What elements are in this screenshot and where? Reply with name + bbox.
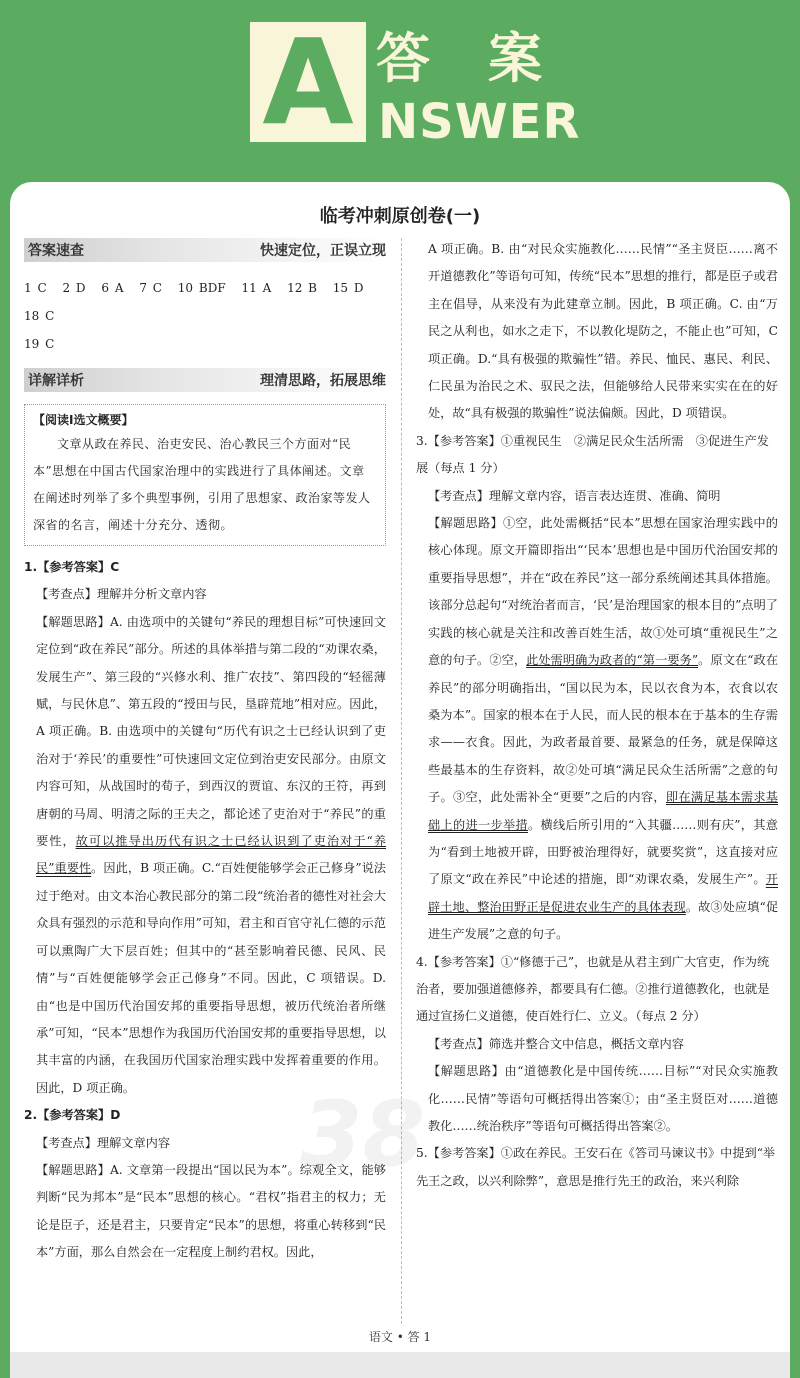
quick-answer-item: 1 C xyxy=(24,281,47,295)
quick-answer-item: 6 A xyxy=(101,281,124,295)
right-column xyxy=(416,236,778,1195)
q5-answer: 5.【参考答案】①政在养民。王安石在《答司马谏议书》中提到“举先王之政，以兴利除弊”，意思是推行先王的政治，来兴利除 xyxy=(416,1146,776,1188)
reading-summary-body: 文章从政在养民、治吏安民、治心教民三个方面对“民本”思想在中国古代国家治理中的实践进行了具体阐述。文章在阐述时列举了多个典型事例，引用了思想家、政治家等发人深省的名言，阐述十分充分、透彻。 xyxy=(33,437,371,532)
detail-bar xyxy=(24,368,386,392)
title-chinese: 答案 xyxy=(376,27,600,90)
quick-answer-item: 7 C xyxy=(139,281,162,295)
q3-key-point: 【考查点】理解文章内容，语言表达连贯、准确、简明 xyxy=(428,488,721,503)
title-english: NSWER xyxy=(378,94,581,150)
answer-paper xyxy=(10,182,790,1378)
doc-title: 临考冲刺原创卷(一) xyxy=(319,206,481,227)
q3-analysis-underline-3: 开辟土地、整治田野正是促进农业生产的具体表现 xyxy=(428,872,778,914)
logo-letter: A xyxy=(262,13,354,151)
q4-analysis: 【解题思路】由“道德教化是中国传统……目标”“对民众实施教化……民情”等语句可概括得出答案①；由“圣主贤臣对……道德教化……统治秩序”等语句可概括得出答案②。 xyxy=(428,1064,778,1133)
q1-answer: 1.【参考答案】C xyxy=(24,560,120,574)
q1-analysis-b: 。因此，B 项正确。C.“百姓便能够学会正己修身”说法过于绝对。由文本治心教民部分的第二段“统治者的德性对社会大众具有强烈的示范和导向作用”可知，君主和百官守礼仁德的示范可以熏陶广大下层百姓；但其中的“甚至影响着民德、民风、民情”与“百姓便能够学会正己修身”不同。因此，C 项错误。D. 由“也是中国历代治国安邦的重要指导思想，被历代统治者所继承”可知，“民本”思想作为我国历代治国安邦的重要指导思想，以其丰富的内涵，在我国历代国家治理实践中发挥着重要的作用。因此，D 项正确。 xyxy=(36,861,386,1095)
q1-key-point: 【考查点】理解并分析文章内容 xyxy=(36,587,207,602)
q3-answer: 3.【参考答案】①重视民生 ②满足民众生活所需 ③促进生产发展（每点 1 分） xyxy=(416,433,769,476)
quick-answer-bar xyxy=(24,238,386,262)
q1-analysis xyxy=(24,609,386,1102)
answer-header xyxy=(0,0,800,180)
quick-answer-label: 答案速查 xyxy=(28,243,84,259)
q1-analysis-a: 【解题思路】A. 由选项中的关键句“养民的理想目标”可快速回文定位到“政在养民”部分。所述的具体举措与第二段的“劝课农桑，发展生产”、第三段的“兴修水利、推广农技”、第四段的“轻徭薄赋，与民休息”、第五段的“授田与民，垦辟荒地”相对应。因此，A 项正确。B. 由选项中的关键句“历代有识之士已经认识到了吏治对于‘养民’的重要性”可快速回文定位到治吏安民部分。由原文内容可知，从战国时的荀子，到西汉的贾谊、东汉的王符，再到唐朝的马周、明清之际的王夫之，都论述了吏治对于“养民”的重要性， xyxy=(36,614,386,849)
q3-analysis-underline-1: 此处需明确为政者的“第一要务” xyxy=(526,653,699,668)
q3-analysis-b: 。原文在“政在养民”的部分明确指出，“国以民为本，民以衣食为本，衣食以农桑为本”。国家的根本在于人民，而人民的根本在于基本的生存需求——衣食。因此，为政者最首要、最紧急的任务，就是保障这些最基本的生存资料，故②处可填“满足民众生活所需”之意的句子。③空，此处需补全“更要”之后的内容， xyxy=(428,653,779,805)
reading-summary-head: 【阅读Ⅰ选文概要】 xyxy=(33,413,134,427)
q2-analysis: 【解题思路】A. 文章第一段提出“国以民为本”。综观全文，能够判断“民为邦本”是“民本”思想的核心。“君权”指君主的权力；无论是臣子，还是君主，只要肯定“民本”的思想，将重心转移到“民本”方面，那么自然会在一定程度上制约君权。因此， xyxy=(36,1162,386,1260)
q3-analysis-underline-2: 即在满足基本需求基础上的进一步举措 xyxy=(428,790,778,832)
logo-box xyxy=(250,13,366,151)
q3-analysis xyxy=(416,510,778,949)
watermark: 38 xyxy=(300,1082,426,1187)
q2-analysis-continued: A 项正确。B. 由“对民众实施教化……民情”“圣主贤臣……离不开道德教化”等语句可知，传统“民本”思想的推行，都是臣子或君主在倡导，从来没有为此建章立制。因此，B 项正确。C. 由“万民之从利也，如水之走下，不以教化堤防之，不能止也”可知，C 项正确。D.“具有极强的欺骗性”错。养民、恤民、惠民、利民、仁民虽为治民之术、驭民之法，但能够给人民带来实实在在的好处，故“具有极强的欺骗性”说法偏颇。因此，D 项错误。 xyxy=(428,242,778,421)
quick-answer-item: 11 A xyxy=(241,281,272,295)
quick-answer-item: 2 D xyxy=(62,281,86,295)
quick-answer-slogan: 快速定位，正误立现 xyxy=(260,243,386,259)
reading-summary-box xyxy=(24,404,386,546)
q2-answer: 2.【参考答案】D xyxy=(24,1108,121,1123)
q3-analysis-c: 。横线后所引用的“入其疆……则有庆”，其意为“看到土地被开辟，田野被治理得好，就要奖赏”，这直接对应了原文“政在养民”中论述的措施，即“劝课农桑，发展生产”。 xyxy=(428,817,778,887)
q3-analysis-a: 【解题思路】①空，此处需概括“民本”思想在国家治理实践中的核心体现。原文开篇即指出“‘民本’思想也是中国历代治国安邦的重要指导思想”，并在“政在养民”这一部分系统阐述其具体措施。该部分总起句“对统治者而言，‘民’是治理国家的根本目的”点明了实践的核心就是关注和改善百姓生活，故①处可填“重视民生”之意的句子。②空， xyxy=(428,516,778,668)
detail-label: 详解详析 xyxy=(28,373,84,389)
quick-answer-list xyxy=(24,274,386,358)
q4-answer: 4.【参考答案】①“修德于己”，也就是从君主到广大官吏，作为统治者，要加强道德修养，都要具有仁德。②推行道德教化，也就是通过宣扬仁义道德，使百姓行仁、立义。（每点 2 分） xyxy=(416,954,770,1024)
q2-key-point: 【考查点】理解文章内容 xyxy=(36,1135,171,1150)
quick-answer-item: 15 D xyxy=(332,281,364,295)
q1-analysis-underline: 故可以推导出历代有识之士已经认识到了吏治对于“养民”重要性 xyxy=(36,834,387,876)
q4-key-point: 【考查点】筛选并整合文中信息，概括文章内容 xyxy=(428,1036,684,1051)
quick-answer-item: 19 C xyxy=(24,337,55,351)
quick-answer-item: 10 BDF xyxy=(177,281,226,295)
quick-answer-item: 12 B xyxy=(287,281,317,295)
quick-answer-item: 18 C xyxy=(24,309,55,323)
bottom-strip xyxy=(10,1352,790,1378)
q3-analysis-d: 。故③处应填“促进生产发展”之意的句子。 xyxy=(428,899,779,942)
detail-slogan: 理清思路，拓展思维 xyxy=(260,373,386,389)
page-footer: 语文 • 答 1 xyxy=(368,1330,432,1344)
